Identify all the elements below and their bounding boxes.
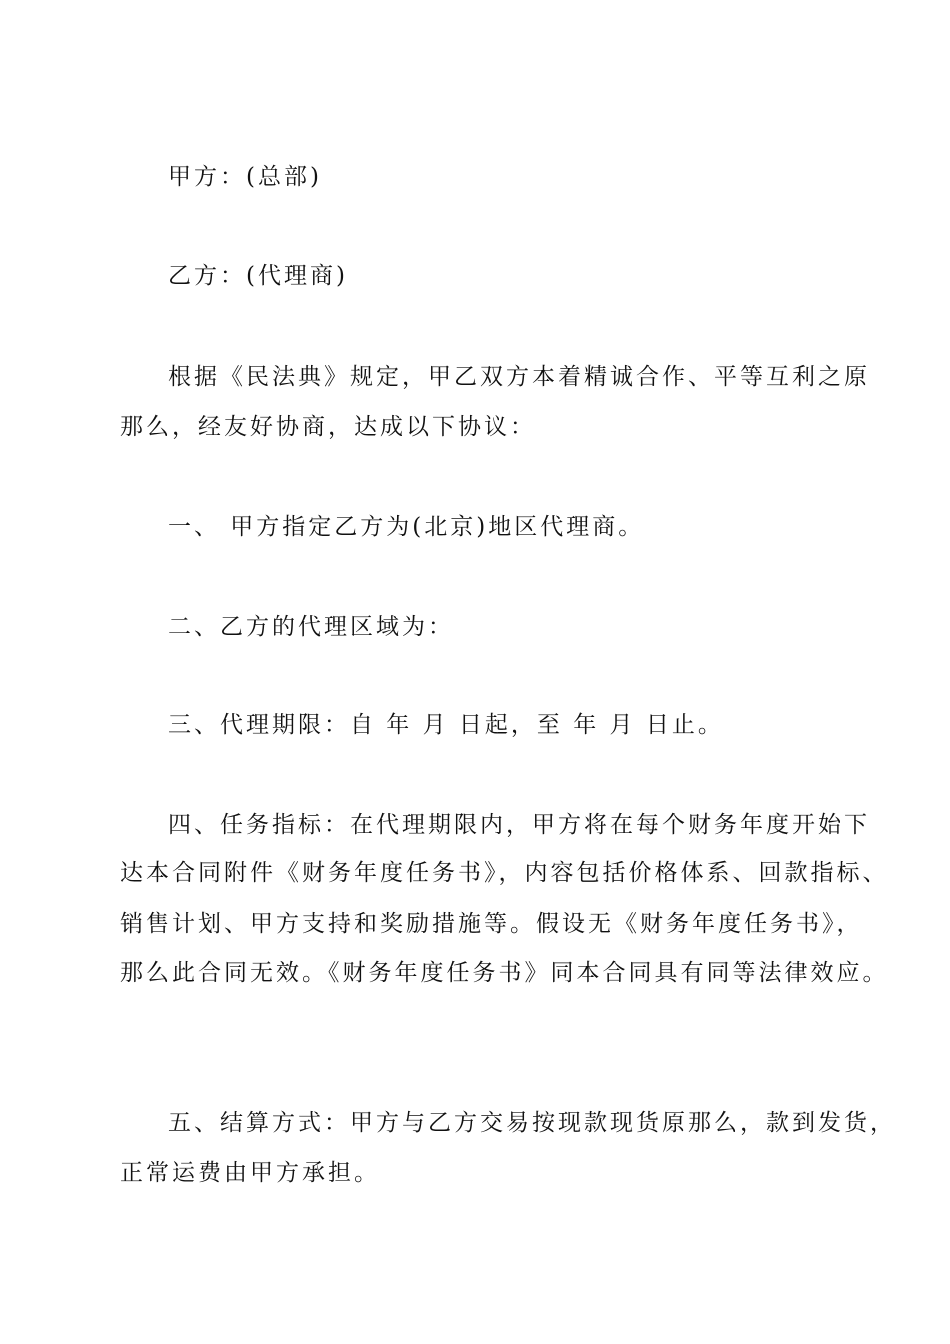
clause-5-line-2: 正常运费由甲方承担。 — [120, 1160, 380, 1186]
intro-line-2: 那么，经友好协商，达成以下协议： — [120, 414, 536, 440]
clause-4-line-4: 那么此合同无效。《财务年度任务书》同本合同具有同等法律效应。 — [120, 960, 889, 986]
clause-4-line-1: 四、任务指标：在代理期限内，甲方将在每个财务年度开始下 — [168, 812, 870, 838]
clause-4-line-2: 达本合同附件《财务年度任务书》，内容包括价格体系、回款指标、 — [120, 860, 889, 886]
clause-4-line-3: 销售计划、甲方支持和奖励措施等。假设无《财务年度任务书》， — [120, 911, 863, 937]
clause-5-line-1: 五、结算方式：甲方与乙方交易按现款现货原那么，款到发货， — [168, 1110, 896, 1136]
party-a-line: 甲方：(总部) — [168, 164, 322, 190]
clause-2: 二、乙方的代理区域为： — [168, 614, 454, 640]
intro-line-1: 根据《民法典》规定，甲乙双方本着精诚合作、平等互利之原 — [168, 364, 870, 390]
party-b-line: 乙方：(代理商) — [168, 263, 348, 289]
clause-1: 一、 甲方指定乙方为(北京)地区代理商。 — [168, 514, 645, 540]
clause-3: 三、代理期限：自 年 月 日起，至 年 月 日止。 — [168, 712, 724, 738]
